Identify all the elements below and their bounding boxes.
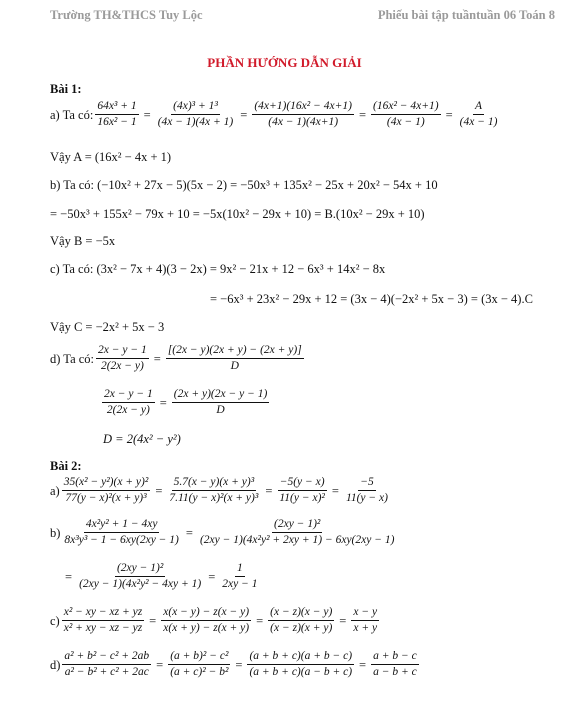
ex2a-equation: a) $\frac{\text{35(x² − y²)(x + y)²}}{\text{77(y − x)²(x + y)³}}$ = $\frac{\text{5.7(x − y)(x + y)³}}{\text{7.11(y − x)²(x + y)³}}$ = $\frac{-5(y - x)}{\text{11(y − x)²}}$ = $\frac{-5}{11(y - x)}$ [50, 476, 388, 504]
ex2b-equation-1: b) $\frac{\text{4x²y² + 1 − 4xy}}{\text{8x³y³ − 1 − 6xy(2xy − 1)}}$ = $\frac{\text{(2xy − 1)²}}{\text{(2xy − 1)(4x²y² + 2xy + 1) − 6xy(2xy − 1)}}$ [50, 518, 395, 546]
ex2a-label: a) [50, 483, 60, 498]
ex2c-equation: c) $\frac{\text{x² − xy − xz + yz}}{\text{x² + xy − xz − yz}}$ = $\frac{x(x - y) - z(x - y)}{x(x + y) - z(x + y)}$ = $\frac{(x - z)(x - y)}{(x - z)(x + y)}$ = $\frac{x - y}{x + y}$ [50, 606, 378, 634]
ex2d-fraction-2: $\frac{\text{(a + b)² − c²}}{\text{(a + c)² − b²}}$ [170, 650, 229, 678]
ex1a-fraction-1: $\frac{\text{64x³ + 1}}{\text{16x² − 1}}$ [97, 100, 137, 128]
ex2d-fraction-4: $\frac{a + b - c}{a - b + c}$ [373, 650, 417, 678]
page-title: PHẦN HƯỚNG DẪN GIẢI [207, 55, 362, 70]
ex2c-fraction-2: $\frac{x(x - y) - z(x - y)}{x(x + y) - z(x + y)}$ [163, 606, 250, 634]
ex1b-line-2: = −50x³ + 155x² − 79x + 10 = −5x(10x² − 29x + 10) = B.(10x² − 29x + 10) [50, 207, 425, 221]
worksheet-title: Phiếu bài tập tuầntuần 06 Toán 8 [377, 8, 555, 22]
ex2b-equation-2: = $\frac{\text{(2xy − 1)²}}{\text{(2xy − 1)(4x²y² − 4xy + 1)}}$ = $\frac{1}{2xy - 1}$ [65, 562, 258, 590]
ex1a-label: a) Ta có: [50, 107, 94, 122]
ex2d-fraction-1: $\frac{\text{a² + b² − c² + 2ab}}{\text{a² − b² + c² + 2ac}}$ [64, 650, 150, 678]
ex2c-fraction-3: $\frac{(x - z)(x - y)}{(x - z)(x + y)}$ [270, 606, 333, 634]
ex1a-fraction-4: $\frac{\text{(16x² − 4x+1)}}{(4x - 1)}$ [373, 100, 439, 128]
ex1a-equation: a) Ta có: $\frac{\text{64x³ + 1}}{\text{16x² − 1}}$ = $\frac{\text{(4x)³ + 1³}}{(4x - 1)(4x + 1)}$ = $\frac{\text{(4x+1)(16x² − 4x+1)}}{(4x - 1)(4x+1)}$ = $\frac{\text{(16x² − 4x+1)}}{(4x - 1)}$ = $\frac{A}{(4x - 1)}$ [50, 100, 498, 128]
ex1d-label: d) Ta có: [50, 351, 95, 366]
ex1d-fraction-4: $\frac{(2x + y)(2x - y - 1)}{D}$ [173, 388, 268, 416]
ex2c-fraction-1: $\frac{\text{x² − xy − xz + yz}}{\text{x² + xy − xz − yz}}$ [63, 606, 143, 634]
ex2c-label: c) [50, 613, 60, 628]
ex1a-conclusion: Vậy A = (16x² − 4x + 1) [50, 150, 172, 164]
ex1d-equation-1: d) Ta có: $\frac{2x - y - 1}{2(2x - y)}$ = $\frac{[(2x - y)(2x + y) - (2x + y)]}{D}$ [50, 344, 302, 372]
ex2b-label: b) [50, 525, 61, 540]
ex2d-equation: d) $\frac{\text{a² + b² − c² + 2ab}}{\text{a² − b² + c² + 2ac}}$ = $\frac{\text{(a + b)² − c²}}{\text{(a + c)² − b²}}$ = $\frac{(a + b + c)(a + b - c)}{(a + b + c)(a - b + c)}$ = $\frac{a + b - c}{a - b + c}$ [50, 650, 417, 678]
ex1a-fraction-3: $\frac{\text{(4x+1)(16x² − 4x+1)}}{(4x - 1)(4x+1)}$ [254, 100, 352, 128]
ex1d-fraction-2: $\frac{[(2x - y)(2x + y) - (2x + y)]}{D}$ [167, 344, 302, 372]
ex1c-conclusion: Vậy C = −2x² + 5x − 3 [50, 320, 165, 334]
ex1c-line-2: = −6x³ + 23x² − 29x + 12 = (3x − 4)(−2x² + 5x − 3) = (3x − 4).C [210, 292, 533, 306]
ex1d-fraction-1: $\frac{2x - y - 1}{2(2x - y)}$ [98, 344, 147, 372]
ex1b-conclusion: Vậy B = −5x [50, 234, 116, 248]
ex1a-fraction-2: $\frac{\text{(4x)³ + 1³}}{(4x - 1)(4x + 1)}$ [157, 100, 234, 128]
ex2a-fraction-3: $\frac{-5(y - x)}{\text{11(y − x)²}}$ [279, 476, 325, 504]
ex2b-fraction-4: $\frac{1}{2xy - 1}$ [222, 562, 258, 590]
ex2b-fraction-2: $\frac{\text{(2xy − 1)²}}{\text{(2xy − 1)(4x²y² + 2xy + 1) − 6xy(2xy − 1)}}$ [199, 518, 395, 546]
ex2a-fraction-2: $\frac{\text{5.7(x − y)(x + y)³}}{\text{7.11(y − x)²(x + y)³}}$ [169, 476, 259, 504]
ex1c-line-1: c) Ta có: (3x² − 7x + 4)(3 − 2x) = 9x² − 21x + 12 − 6x³ + 14x² − 8x [50, 262, 386, 276]
ex2a-fraction-1: $\frac{\text{35(x² − y²)(x + y)²}}{\text{77(y − x)²(x + y)³}}$ [63, 476, 149, 504]
ex2c-fraction-4: $\frac{x - y}{x + y}$ [353, 606, 378, 634]
ex2d-fraction-3: $\frac{(a + b + c)(a + b - c)}{(a + b + c)(a - b + c)}$ [249, 650, 353, 678]
ex2d-label: d) [50, 657, 61, 672]
exercise-2-heading: Bài 2: [50, 459, 82, 473]
ex1d-equation-2: $\frac{2x - y - 1}{2(2x - y)}$ = $\frac{(2x + y)(2x - y - 1)}{D}$ [104, 388, 268, 416]
exercise-1-heading: Bài 1: [50, 82, 82, 96]
ex1a-fraction-5: $\frac{A}{(4x - 1)}$ [459, 100, 498, 128]
ex1d-result: D = 2(4x² − y²) [103, 432, 181, 446]
ex1b-line-1: b) Ta có: (−10x² + 27x − 5)(5x − 2) = −50x³ + 135x² − 25x + 20x² − 54x + 10 [50, 178, 438, 192]
school-name: Trường TH&THCS Tuy Lộc [50, 8, 203, 22]
ex2b-fraction-3: $\frac{\text{(2xy − 1)²}}{\text{(2xy − 1)(4x²y² − 4xy + 1)}}$ [79, 562, 202, 590]
ex1d-fraction-3: $\frac{2x - y - 1}{2(2x - y)}$ [104, 388, 153, 416]
ex2a-fraction-4: $\frac{-5}{11(y - x)}$ [345, 476, 388, 504]
ex2b-fraction-1: $\frac{\text{4x²y² + 1 − 4xy}}{\text{8x³y³ − 1 − 6xy(2xy − 1)}}$ [64, 518, 179, 546]
